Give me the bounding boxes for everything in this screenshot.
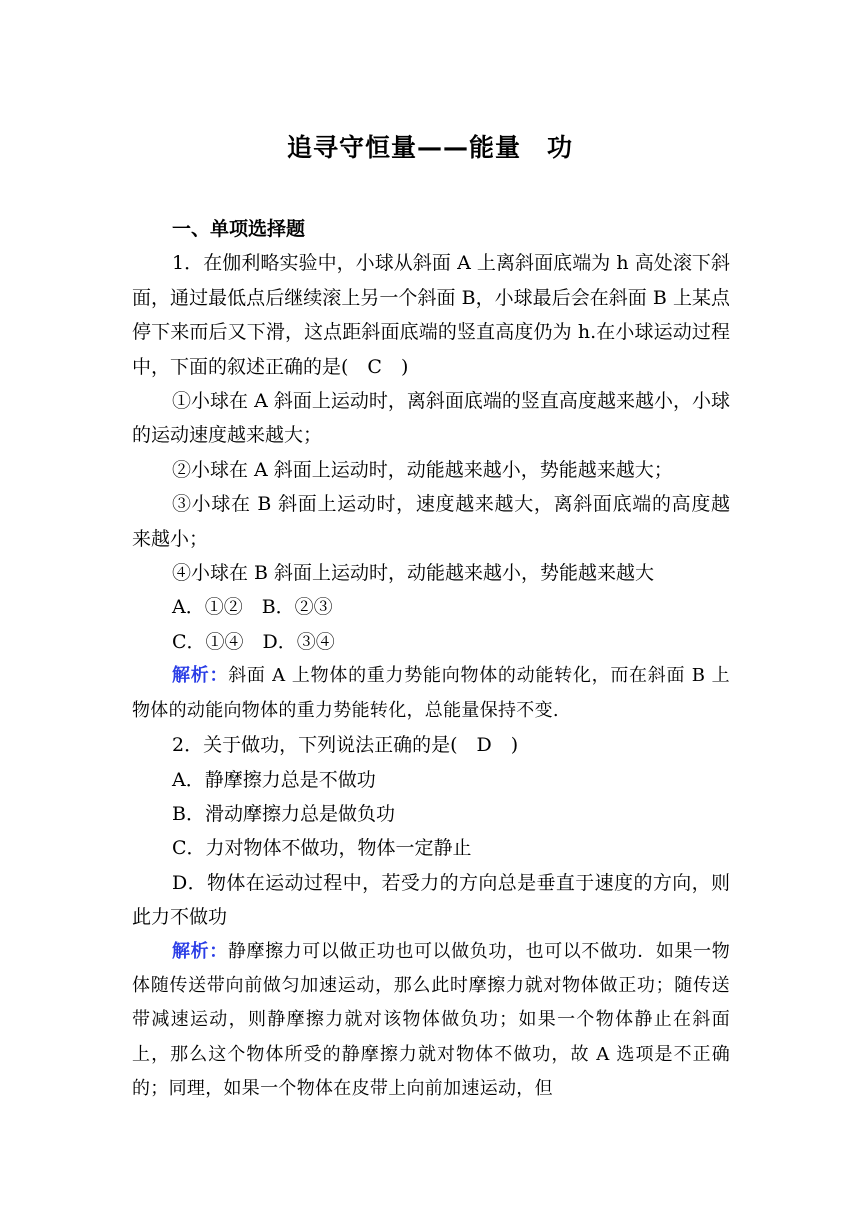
question-2-option-a: A．静摩擦力总是不做功 <box>172 768 376 791</box>
question-2-option-d: D．物体在运动过程中，若受力的方向总是垂直于速度的方向，则此力不做功 <box>132 871 730 929</box>
section-heading: 一、单项选择题 <box>172 218 306 240</box>
question-1-stem: 1．在伽利略实验中，小球从斜面 A 上离斜面底端为 h 高处滚下斜面，通过最低点后继续滚上另一个斜面 B，小球最后会在斜面 B 上某点停下来而后又下滑，这点距斜面底端的竖直高度仍为 h.在小球运动过程中，下面的叙述正确的是( C ) <box>132 252 730 378</box>
question-2-analysis <box>132 935 730 1107</box>
analysis-text: 静摩擦力可以做正功也可以做负功，也可以不做功．如果一物体随传送带向前做匀加速运动，那么此时摩擦力就对物体做正功；随传送带减速运动，则静摩擦力就对该物体做负功；如果一个物体静止在斜面上，那么这个物体所受的静摩擦力就对物体不做功，故 A 选项是不正确的；同理，如果一个物体在皮带上向前加速运动，但 <box>132 940 730 1100</box>
analysis-label: 解析： <box>172 665 229 687</box>
question-2-option-b: B．滑动摩擦力总是做负功 <box>172 802 395 825</box>
question-1-statement-2: ②小球在 A 斜面上运动时，动能越来越小，势能越来越大； <box>172 458 673 481</box>
question-1-statement-3: ③小球在 B 斜面上运动时，速度越来越大，离斜面底端的高度越来越小； <box>132 493 730 550</box>
document-body <box>132 212 730 1107</box>
question-1-statement-4: ④小球在 B 斜面上运动时，动能越来越小，势能越来越大 <box>172 562 655 585</box>
question-1-options-ab: A．①② B．②③ <box>172 596 333 619</box>
question-1-options-cd: C．①④ D．③④ <box>172 630 335 653</box>
page-title: 追寻守恒量——能量 功 <box>286 133 573 162</box>
question-2-stem: 2．关于做功，下列说法正确的是( D ) <box>172 734 519 757</box>
question-1-statement-1: ①小球在 A 斜面上运动时，离斜面底端的竖直高度越来越小，小球的运动速度越来越大； <box>132 390 730 447</box>
question-2-option-c: C．力对物体不做功，物体一定静止 <box>172 837 472 860</box>
analysis-text: 斜面 A 上物体的重力势能向物体的动能转化，而在斜面 B 上物体的动能向物体的重力势能转化，总能量保持不变. <box>132 665 730 721</box>
analysis-label: 解析： <box>172 940 228 962</box>
question-1-analysis <box>132 659 730 728</box>
